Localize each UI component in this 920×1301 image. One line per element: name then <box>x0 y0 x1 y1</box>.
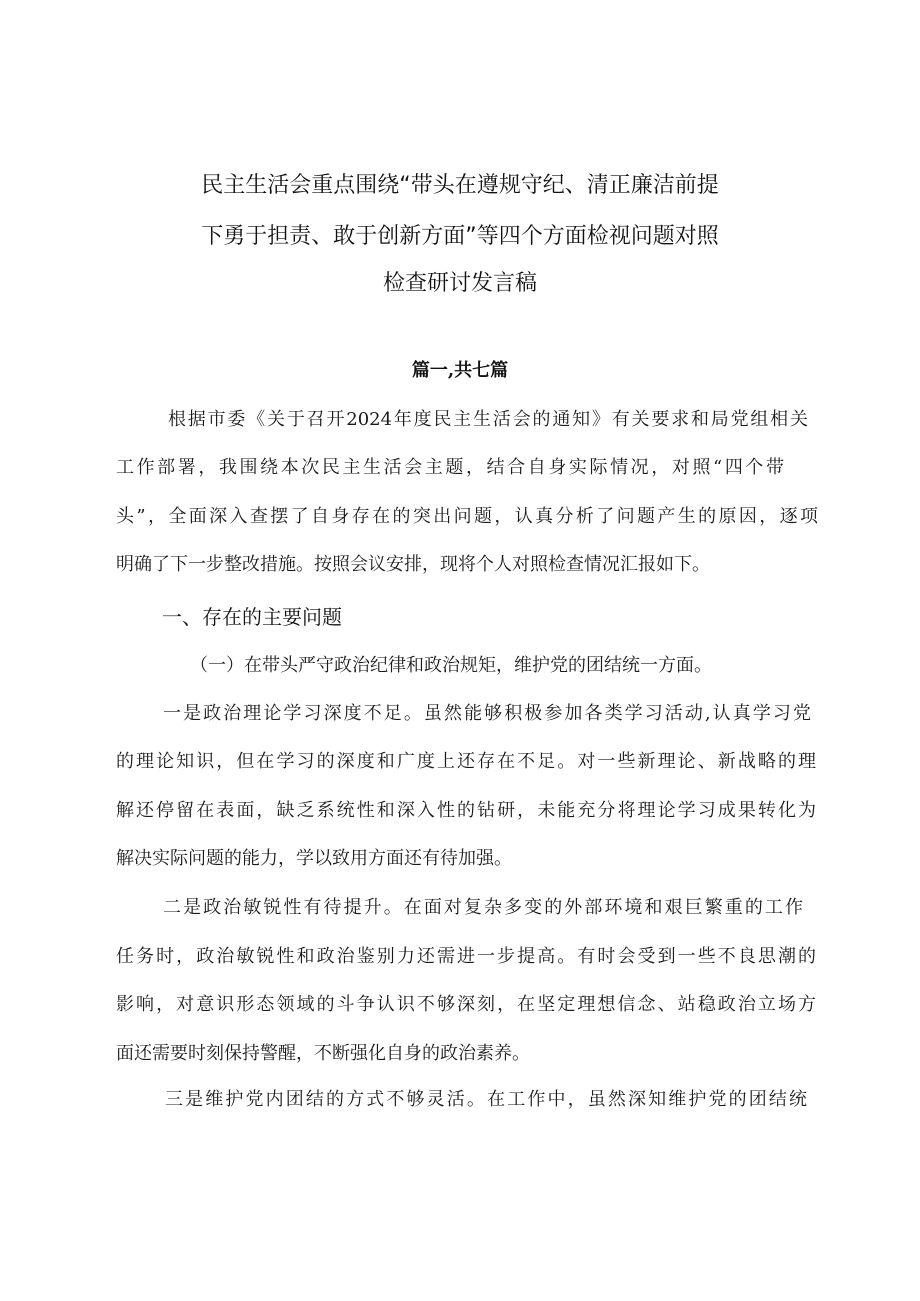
para1-line-1: 一是政治理论学习深度不足。虽然能够积极参加各类学习活动,认真学习党 <box>163 703 811 724</box>
para1-line-4: 解决实际问题的能力，学以致用方面还有待加强。 <box>116 848 512 869</box>
intro-line-2: 工作部署，我围绕本次民主生活会主题，结合自身实际情况，对照“四个带 <box>116 457 784 478</box>
document-title-line-1: 民主生活会重点围绕“带头在遵规守纪、清正廉洁前提 <box>201 173 719 198</box>
document-subtitle: 篇一,共七篇 <box>411 360 509 381</box>
para2-line-1: 二是政治敏锐性有待提升。在面对复杂多变的外部环境和艰巨繁重的工作 <box>163 897 803 918</box>
document-title-line-2: 下勇于担责、敢于创新方面”等四个方面检视问题对照 <box>201 224 719 249</box>
para1-line-3: 解还停留在表面，缺乏系统性和深入性的钻研，未能充分将理论学习成果转化为 <box>116 800 816 821</box>
intro-line-3: 头”，全面深入查摆了自身存在的突出问题，认真分析了问题产生的原因，逐项 <box>116 506 818 527</box>
section-heading: 一、存在的主要问题 <box>162 605 342 629</box>
intro-line-4: 明确了下一步整改措施。按照会议安排，现将个人对照检查情况汇报如下。 <box>116 554 710 575</box>
para1-line-2: 的理论知识，但在学习的深度和广度上还存在不足。对一些新理论、新战略的理 <box>116 751 816 772</box>
intro-line-1: 根据市委《关于召开2024年度民主生活会的通知》有关要求和局党组相关 <box>168 409 808 430</box>
document-title-line-3: 检查研讨发言稿 <box>382 271 537 296</box>
subsection-heading: （一）在带头严守政治纪律和政治规矩，维护党的团结统一方面。 <box>190 655 712 676</box>
para2-line-4: 面还需要时刻保持警醒，不断强化自身的政治素养。 <box>116 1043 530 1064</box>
para2-line-2: 任务时，政治敏锐性和政治鉴别力还需进一步提高。有时会受到一些不良思潮的 <box>116 946 816 967</box>
para2-line-3: 影响，对意识形态领域的斗争认识不够深刻，在坚定理想信念、站稳政治立场方 <box>116 994 816 1015</box>
para3-line-1: 三是维护党内团结的方式不够灵活。在工作中，虽然深知维护党的团结统 <box>165 1089 807 1110</box>
